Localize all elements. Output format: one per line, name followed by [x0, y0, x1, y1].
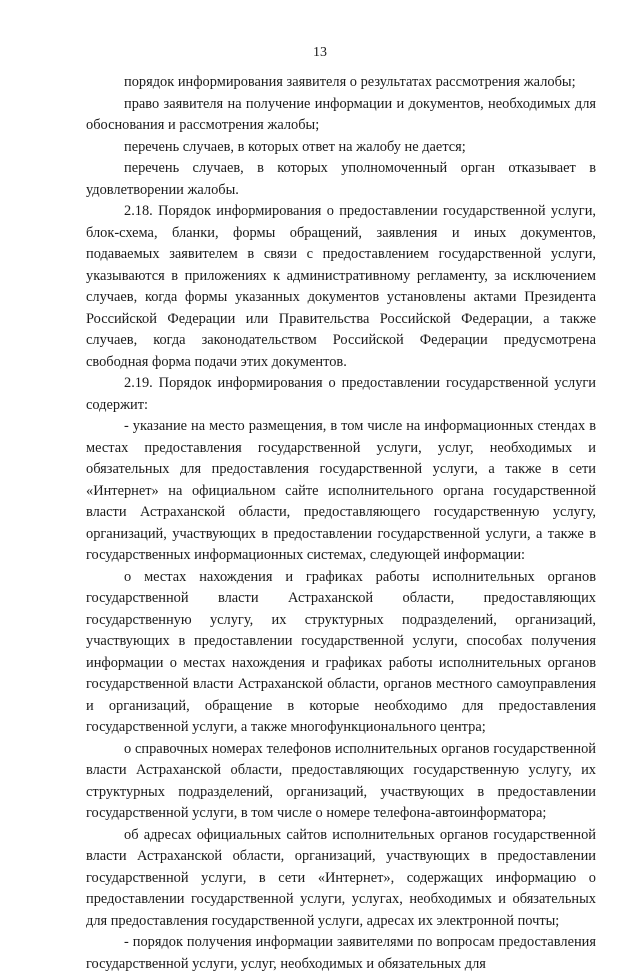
paragraph: о местах нахождения и графиках работы исполнительных органов государственной власти Астраханской области, предоставляющих государственную услугу, их структурных подразделений, организаций, участвующих в предоставлении государственной услуги, способах получения информации о местах нахождения и графиках работы исполнительных органов государственной власти Астраханской области, органов местного самоуправления и организаций, обращение в которые необходимо для предоставления государственной услуги, а также многофункционального центра;	[86, 568, 596, 735]
paragraph: перечень случаев, в которых уполномоченный орган отказывает в удовлетворении жалобы.	[86, 160, 596, 198]
paragraph: право заявителя на получение информации и документов, необходимых для обоснования и рассмотрения жалобы;	[86, 95, 596, 133]
paragraph: перечень случаев, в которых ответ на жалобу не дается;	[124, 138, 466, 155]
paragraph: - указание на место размещения, в том числе на информационных стендах в местах предоставления государственной услуги, услуг, необходимых и обязательных для предоставления государственной услуги, а также в сети «Интернет» на официальном сайте исполнительного органа государственной власти Астраханской области, предоставляющего государственную услугу, организаций, участвующих в предоставлении государственной услуги, а также в государственных информационных системах, следующей информации:	[86, 418, 596, 563]
paragraph-2-18: 2.18. Порядок информирования о предоставлении государственной услуги, блок-схема, бланки, формы обращений, заявления и иных документов, подаваемых заявителем в связи с предоставлением государственной услуги, указываются в приложениях к административному регламенту, за исключением случаев, когда формы указанных документов установлены актами Президента Российской Федерации или Правительства Российской Федерации, а также случаев, когда законодательством Российской Федерации предусмотрена свободная форма подачи этих документов.	[86, 203, 596, 370]
paragraph: о справочных номерах телефонов исполнительных органов государственной власти Астраханской области, предоставляющих государственную услугу, их структурных подразделений, организаций, участвующих в предоставлении государственной услуги, в том числе о номере телефона-автоинформатора;	[86, 740, 596, 821]
paragraph: об адресах официальных сайтов исполнительных органов государственной власти Астраханской области, организаций, участвующих в предоставлении государственной услуги, в сети «Интернет», содержащих информацию о предоставлении государственной услуги, услугах, необходимых и обязательных для предоставления государственной услуги, адресах их электронной почты;	[86, 826, 596, 929]
paragraph: - порядок получения информации заявителями по вопросам предоставления государственной услуги, услуг, необходимых и обязательных для	[86, 934, 596, 972]
document-text	[86, 72, 596, 975]
page-number: 13	[313, 45, 327, 60]
paragraph-2-19: 2.19. Порядок информирования о предоставлении государственной услуги содержит:	[86, 375, 596, 413]
paragraph: порядок информирования заявителя о результатах рассмотрения жалобы;	[124, 74, 576, 90]
